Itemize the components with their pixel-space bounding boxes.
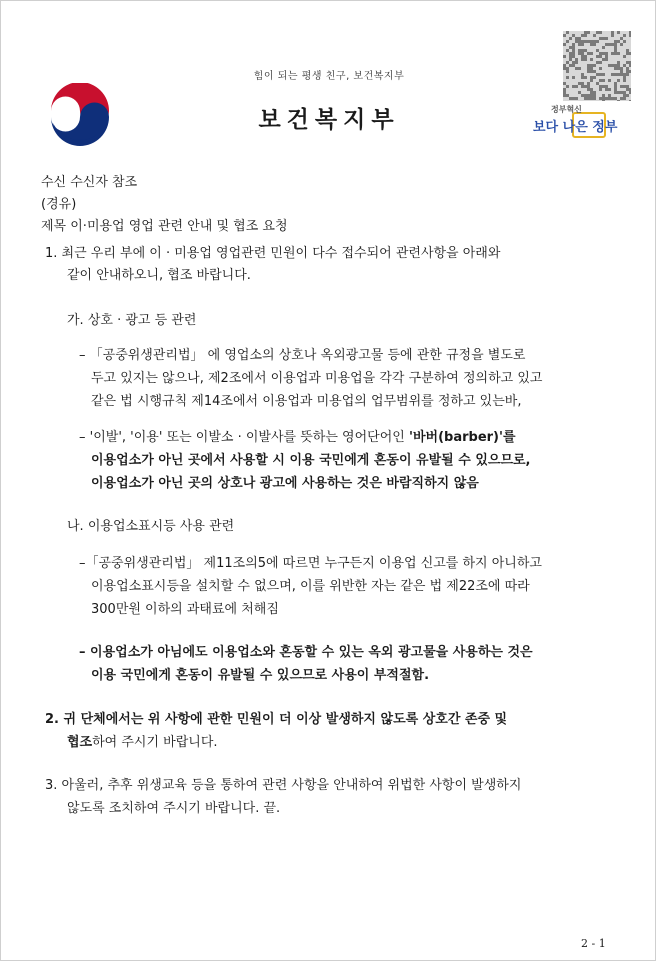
qr-code-icon bbox=[563, 31, 631, 101]
na-item1-line2: 이용업소표시등을 설치할 수 없으며, 이를 위반한 자는 같은 법 제22조에 따라 bbox=[91, 579, 530, 594]
para2-cooperation: 협조 bbox=[67, 735, 93, 750]
para2-line1: 2. 귀 단체에서는 위 사항에 관한 민원이 더 이상 발생하지 않도록 상호간 존중 및 bbox=[45, 712, 508, 727]
ga-item1-line1: – 「공중위생관리법」 에 영업소의 상호나 옥외광고물 등에 관한 규정을 별도로 bbox=[79, 348, 526, 363]
gov-logo-top-text: 정부혁신 bbox=[551, 105, 582, 114]
slogan: 힘이 되는 평생 친구, 보건복지부 bbox=[253, 71, 405, 82]
recipient-line: 수신 수신자 참조 bbox=[41, 175, 138, 190]
para3-line2: 않도록 조치하여 주시기 바랍니다. 끝. bbox=[67, 801, 281, 816]
section-na-heading: 나. 이용업소표시등 사용 관련 bbox=[67, 519, 235, 534]
para3-line1: 3. 아울러, 추후 위생교육 등을 통하여 관련 사항을 안내하여 위법한 사항이 발생하지 bbox=[45, 778, 522, 793]
subject-line: 제목 이·미용업 영업 관련 안내 및 협조 요청 bbox=[41, 219, 288, 234]
page-number: 2 - 1 bbox=[581, 937, 606, 950]
ga-item2-barber: '바버(barber)'를 bbox=[408, 430, 516, 445]
ministry-name: 보건복지부 bbox=[258, 107, 400, 133]
na-item1-line3: 300만원 이하의 과태료에 처해짐 bbox=[91, 602, 279, 617]
ga-item1-line2: 두고 있지는 않으나, 제2조에서 이용업과 미용업을 각각 구분하여 정의하고 있고 bbox=[91, 371, 543, 386]
ga-item2-line2: 이용업소가 아닌 곳에서 사용할 시 이용 국민에게 혼동이 유발될 수 있으므로, bbox=[91, 453, 531, 468]
para1-line2: 같이 안내하오니, 협조 바랍니다. bbox=[67, 268, 251, 283]
para2-line2 bbox=[67, 734, 218, 752]
na-item1-line1: –「공중위생관리법」 제11조의5에 따르면 누구든지 이용업 신고를 하지 아니하고 bbox=[79, 556, 542, 571]
ga-item2-lead: – '이발', '이용' 또는 이발소 · 이발사를 뜻하는 영어단어인 bbox=[79, 430, 409, 445]
para1-line1: 1. 최근 우리 부에 이 · 미용업 영업관련 민원이 다수 접수되어 관련사항을 아래와 bbox=[45, 246, 501, 261]
via-line: (경유) bbox=[41, 197, 77, 212]
para2-rest: 하여 주시기 바랍니다. bbox=[92, 735, 218, 750]
ga-item1-line3: 같은 법 시행규칙 제14조에서 이용업과 미용업의 업무범위를 정하고 있는바, bbox=[91, 394, 522, 409]
ga-item2-line3: 이용업소가 아닌 곳의 상호나 광고에 사용하는 것은 바람직하지 않음 bbox=[91, 476, 479, 491]
na-item2-line2: 이용 국민에게 혼동이 유발될 수 있으므로 사용이 부적절함. bbox=[91, 668, 430, 683]
gov-innovation-logo bbox=[533, 104, 618, 140]
na-item2-line1: – 이용업소가 아님에도 이용업소와 혼동할 수 있는 옥외 광고물을 사용하는 것은 bbox=[79, 645, 533, 660]
section-ga-heading: 가. 상호 · 광고 등 관련 bbox=[67, 313, 197, 328]
gov-logo-main-text: 보다 나은 정부 bbox=[533, 120, 618, 135]
ga-item2-line1 bbox=[79, 429, 516, 447]
